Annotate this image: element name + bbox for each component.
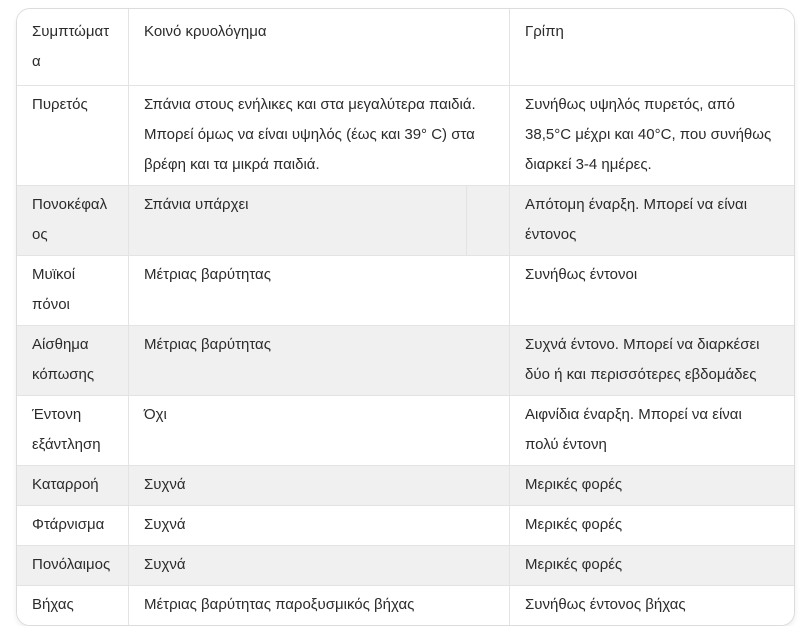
symptom-cell: Φτάρνισμα — [17, 506, 128, 546]
cold-cell: Μέτριας βαρύτητας — [128, 256, 509, 326]
cold-cell: Συχνά — [128, 466, 509, 506]
flu-cell: Αιφνίδια έναρξη. Μπορεί να είναι πολύ έντονη — [509, 396, 794, 466]
symptom-cell: Έντονη εξάντληση — [17, 396, 128, 466]
column-header-symptoms: Συμπτώματα — [17, 9, 128, 86]
cold-cell: Μέτριας βαρύτητας παροξυσμικός βήχας — [128, 586, 509, 625]
cold-cell: Συχνά — [128, 546, 509, 586]
table-row-muscle-aches — [17, 256, 794, 326]
table-row-cough — [17, 586, 794, 625]
flu-cell: Απότομη έναρξη. Μπορεί να είναι έντονος — [509, 186, 794, 256]
flu-cell: Συνήθως υψηλός πυρετός, από 38,5°C μέχρι και 40°C, που συνήθως διαρκεί 3-4 ημέρες. — [509, 86, 794, 186]
flu-cell: Μερικές φορές — [509, 466, 794, 506]
symptom-cell: Καταρροή — [17, 466, 128, 506]
table-row-sore-throat — [17, 546, 794, 586]
table-row-runny-nose — [17, 466, 794, 506]
symptom-cell: Μυϊκοί πόνοι — [17, 256, 128, 326]
column-header-flu: Γρίπη — [509, 9, 794, 86]
symptom-cell: Αίσθημα κόπωσης — [17, 326, 128, 396]
table-card — [16, 8, 795, 626]
header-row — [17, 9, 794, 86]
table-row-exhaustion — [17, 396, 794, 466]
symptom-cell: Βήχας — [17, 586, 128, 625]
flu-cell: Συνήθως έντονοι — [509, 256, 794, 326]
symptom-cell: Πυρετός — [17, 86, 128, 186]
flu-cell: Μερικές φορές — [509, 546, 794, 586]
table-row-fatigue — [17, 326, 794, 396]
cold-cell: Όχι — [128, 396, 509, 466]
table-row-sneezing — [17, 506, 794, 546]
symptoms-comparison-table — [17, 9, 794, 625]
symptom-cell: Πονόλαιμος — [17, 546, 128, 586]
flu-cell: Συχνά έντονο. Μπορεί να διαρκέσει δύο ή και περισσότερες εβδομάδες — [509, 326, 794, 396]
empty-cell — [466, 186, 509, 256]
cold-cell: Σπάνια στους ενήλικες και στα μεγαλύτερα παιδιά. Μπορεί όμως να είναι υψηλός (έως και 39° C) στα βρέφη και τα μικρά παιδιά. — [128, 86, 509, 186]
cold-cell: Σπάνια υπάρχει — [128, 186, 466, 256]
table-row-fever — [17, 86, 794, 186]
cold-cell: Μέτριας βαρύτητας — [128, 326, 509, 396]
flu-cell: Συνήθως έντονος βήχας — [509, 586, 794, 625]
flu-cell: Μερικές φορές — [509, 506, 794, 546]
cold-cell: Συχνά — [128, 506, 509, 546]
table-row-headache — [17, 186, 794, 256]
column-header-cold: Κοινό κρυολόγημα — [128, 9, 509, 86]
symptom-cell: Πονοκέφαλος — [17, 186, 128, 256]
